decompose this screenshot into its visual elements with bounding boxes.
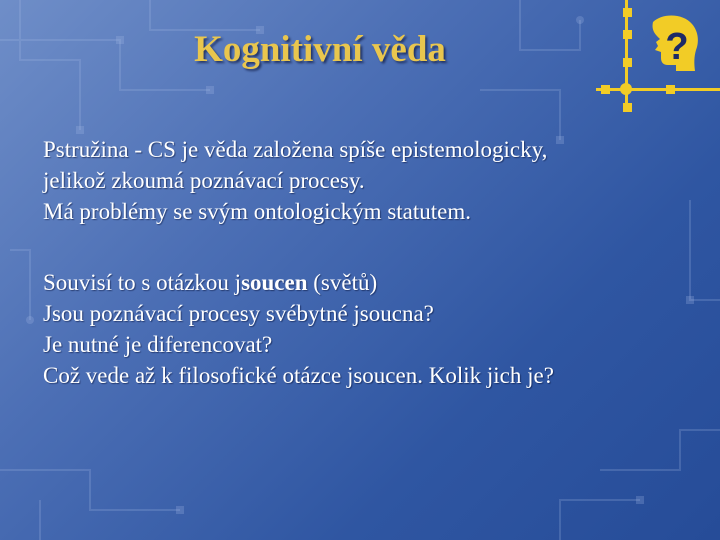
paragraph-gap xyxy=(43,227,703,267)
text-line: Je nutné je diferencovat? xyxy=(43,332,273,357)
slide-title: Kognitivní věda xyxy=(194,29,446,70)
question-mark-glyph: ? xyxy=(665,26,689,68)
text-segment: (světů) xyxy=(307,270,378,295)
text-line-with-emphasis xyxy=(43,267,703,298)
text-segment: Souvisí to s otázkou j xyxy=(43,270,242,295)
text-line: Jsou poznávací procesy svébytné jsoucna? xyxy=(43,301,434,326)
question-head-icon xyxy=(596,0,720,120)
text-line: Má problémy se svým ontologickým statutem. xyxy=(43,199,472,224)
text-line: Což vede až k filosofické otázce jsoucen. Kolik jich je? xyxy=(43,363,554,388)
text-line: Pstružina - CS je věda založena spíše epistemologicky, xyxy=(43,137,548,162)
text-line: jelikož zkoumá poznávací procesy. xyxy=(43,168,365,193)
emphasized-term: soucen xyxy=(241,270,308,295)
slide-body xyxy=(43,134,703,391)
